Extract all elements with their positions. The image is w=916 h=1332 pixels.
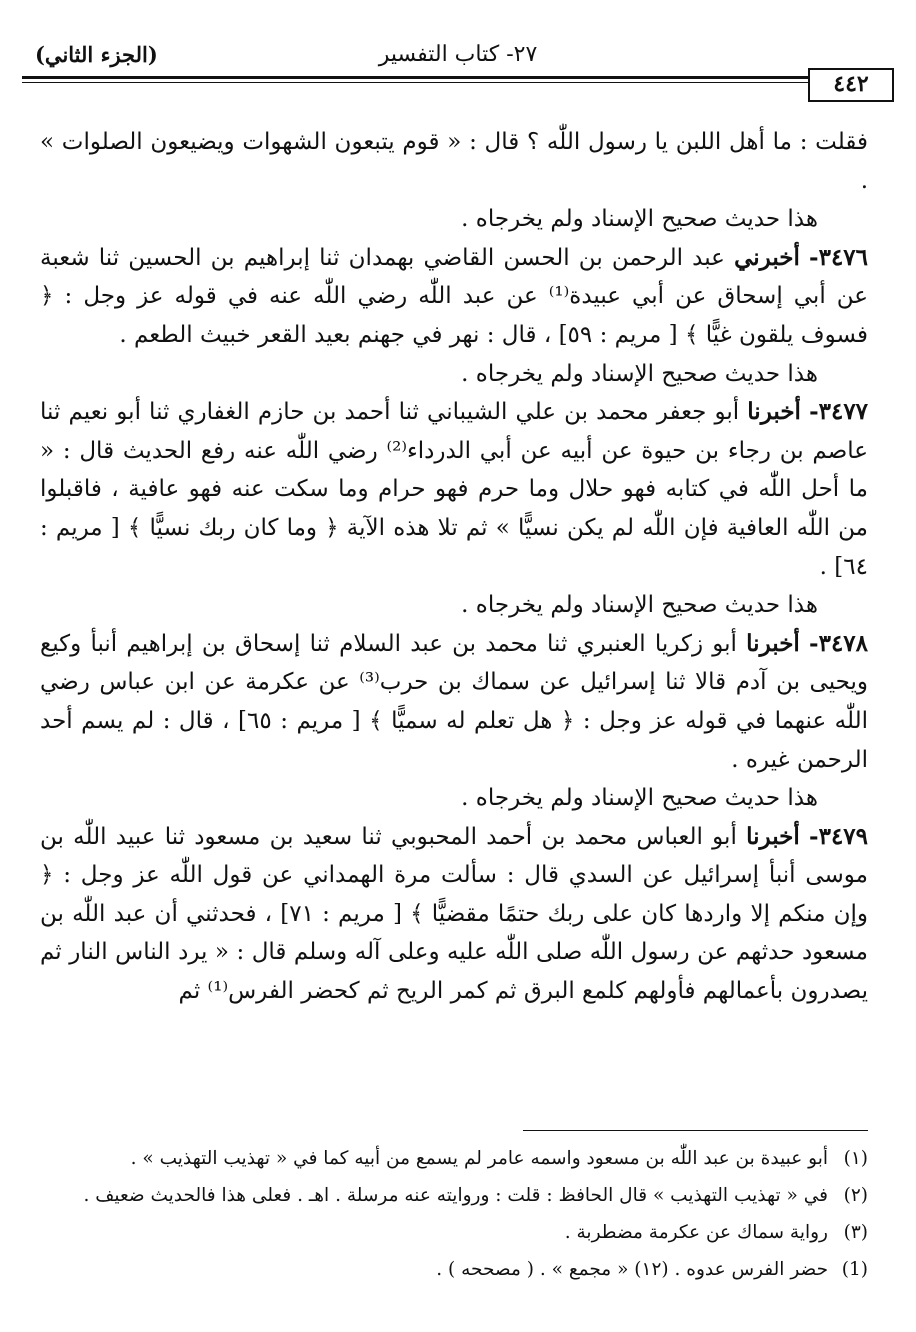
footnote	[40, 1177, 868, 1214]
hadith-text: أبو العباس محمد بن أحمد المحبوبي ثنا سعيد بن مسعود ثنا عبيد اللّٰه بن موسى أنبأ إسرائيل عن السدي قال : سألت مرة الهمداني عن قول اللّٰه عز وجل : ﴿ وإن منكم إلا واردها كان على ربك حتمًا مقضيًّا ﴾ [ مريم : ٧١] ، فحدثني أن عبد اللّٰه بن مسعود حدثهم عن رسول اللّٰه صلى اللّٰه عليه وعلى آله وسلم قال : « يرد الناس النار ثم يصدرون بأعمالهم فأولهم كلمع البرق ثم كمر الريح ثم كحضر الفرس⁽¹⁾ ثم	[40, 823, 868, 1005]
hadith-number: ٣٤٧٧-	[809, 398, 869, 426]
hadith-text: عبد الرحمن بن الحسن القاضي بهمدان ثنا إبراهيم بن الحسين ثنا شعبة عن أبي إسحاق عن أبي عبيدة⁽¹⁾ عن عبد اللّٰه رضي اللّٰه عنه في قوله عز وجل : ﴿ فسوف يلقون غيًّا ﴾ [ مريم : ٥٩] ، قال : نهر في جهنم بعيد القعر خبيث الطعم .	[40, 244, 868, 348]
footnote-text: أبو عبيدة بن عبد اللّٰه بن مسعود واسمه عامر لم يسمع من أبيه كما في « تهذيب التهذيب » .	[130, 1148, 828, 1169]
header-rule-thick	[22, 76, 894, 79]
hadith-lead: أخبرنا	[746, 629, 800, 657]
header-rule-thin	[22, 82, 894, 83]
hadith-lead: أخبرنا	[747, 398, 801, 426]
hadith-paragraph	[40, 625, 868, 779]
footnote-separator	[523, 1130, 868, 1131]
hadith-number: ٣٤٧٦-	[809, 243, 869, 271]
footnote-marker: (1)	[841, 1259, 868, 1280]
hadith-text: أبو زكريا العنبري ثنا محمد بن عبد السلام ثنا إسحاق بن إبراهيم أنبأ وكيع ويحيى بن آدم قالا ثنا إسرائيل عن سماك بن حرب⁽³⁾ عن عكرمة عن ابن عباس رضي اللّٰه عنهما في قوله عز وجل : ﴿ هل تعلم له سميًّا ﴾ [ مريم : ٦٥] ، قال : لم يسم أحد الرحمن غيره .	[40, 630, 868, 773]
main-text	[40, 123, 868, 1011]
footnote	[40, 1251, 868, 1288]
footnote-marker: (١)	[843, 1148, 868, 1169]
footnote-text: رواية سماك عن عكرمة مضطربة .	[564, 1222, 828, 1243]
hadith-paragraph	[40, 239, 868, 355]
intro-paragraph: فقلت : ما أهل اللبن يا رسول اللّٰه ؟ قال : « قوم يتبعون الشهوات ويضيعون الصلوات » .	[40, 129, 868, 194]
hadith-lead: أخبرني	[734, 243, 800, 271]
hadith-paragraph	[40, 818, 868, 1011]
verdict-line: هذا حديث صحيح الإسناد ولم يخرجاه .	[461, 785, 818, 812]
verdict-line: هذا حديث صحيح الإسناد ولم يخرجاه .	[461, 206, 818, 233]
hadith-number: ٣٤٧٩-	[809, 822, 869, 850]
hadith-text: أبو جعفر محمد بن علي الشيباني ثنا أحمد بن حازم الغفاري ثنا أبو نعيم ثنا عاصم بن رجاء بن حيوة عن أبيه عن أبي الدرداء⁽²⁾ رضي اللّٰه عنه رفع الحديث قال : « ما أحل اللّٰه في كتابه فهو حلال وما حرم فهو حرام وما سكت عنه فهو عافية ، فاقبلوا من اللّٰه العافية فإن اللّٰه لم يكن نسيًّا » ثم تلا هذه الآية ﴿ وما كان ربك نسيًّا ﴾ [ مريم : ٦٤] .	[40, 399, 868, 580]
footnote-text: في « تهذيب التهذيب » قال الحافظ : قلت : وروايته عنه مرسلة . اهـ . فعلى هذا فالحديث ضعيف .	[83, 1185, 828, 1206]
footnote	[40, 1140, 868, 1177]
book-title: ٢٧- كتاب التفسير	[378, 42, 538, 67]
hadith-number: ٣٤٧٨-	[809, 629, 869, 657]
page-number-box: ٤٤٢	[808, 68, 894, 102]
verdict-line: هذا حديث صحيح الإسناد ولم يخرجاه .	[461, 360, 818, 387]
page-header	[20, 42, 896, 78]
footnote-marker: (٢)	[843, 1185, 868, 1206]
volume-label: (الجزء الثاني)	[35, 42, 158, 67]
hadith-paragraph	[40, 393, 868, 586]
footnote	[40, 1214, 868, 1251]
footnote-text: حضر الفرس عدوه . (١٢) « مجمع » . ( مصححه ) .	[436, 1259, 828, 1280]
footnote-marker: (٣)	[843, 1222, 868, 1243]
verdict-line: هذا حديث صحيح الإسناد ولم يخرجاه .	[461, 592, 818, 619]
footnotes	[40, 1140, 868, 1288]
hadith-lead: أخبرنا	[746, 822, 800, 850]
